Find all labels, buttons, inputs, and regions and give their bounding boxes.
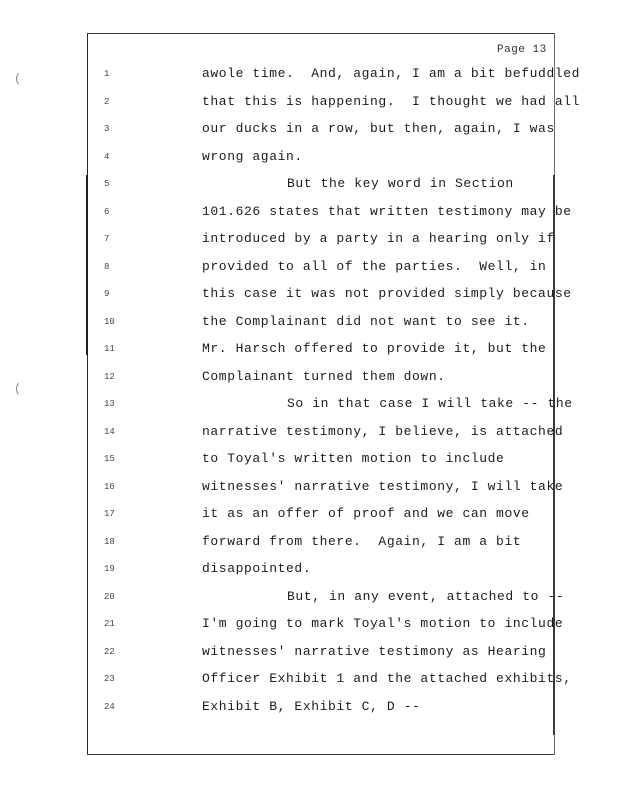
transcript-line-text: this case it was not provided simply because — [202, 286, 572, 301]
transcript-line-text: Mr. Harsch offered to provide it, but the — [202, 341, 547, 356]
transcript-line-text: witnesses' narrative testimony as Hearing — [202, 643, 547, 659]
transcript-line-text: that this is happening. I thought we had all — [202, 93, 581, 109]
line-number: 10 — [104, 316, 115, 327]
transcript-line-text: forward from there. Again, I am a bit — [202, 533, 522, 549]
transcript-line-text: our ducks in a row, but then, again, I was — [202, 121, 555, 136]
line-number: 14 — [104, 426, 115, 437]
transcript-line-text: disappointed. — [202, 561, 312, 576]
transcript-line-text: Complainant turned them down. — [202, 368, 446, 384]
transcript-line-text: awole time. And, again, I am a bit befuddled — [202, 66, 581, 81]
line-number: 23 — [104, 674, 115, 684]
line-number: 24 — [104, 701, 115, 712]
line-number: 12 — [104, 371, 115, 382]
transcript-line-text: provided to all of the parties. Well, in — [202, 258, 547, 274]
line-number: 20 — [104, 591, 115, 602]
line-number: 4 — [104, 151, 110, 162]
right-margin-rule — [553, 175, 555, 735]
transcript-line-text: introduced by a party in a hearing only if — [202, 231, 555, 246]
line-number: 1 — [104, 69, 110, 79]
line-number: 21 — [104, 619, 115, 629]
line-number: 15 — [104, 454, 115, 464]
transcript-line-text: But, in any event, attached to -- — [287, 588, 565, 604]
transcript-line-text: Exhibit B, Exhibit C, D -- — [202, 698, 421, 714]
left-margin-rule — [86, 175, 88, 355]
page-number-label: Page 13 — [497, 44, 547, 56]
line-number: 7 — [104, 234, 110, 244]
transcript-line-text: it as an offer of proof and we can move — [202, 506, 530, 521]
line-number: 17 — [104, 509, 115, 519]
transcript-line-text: wrong again. — [202, 148, 303, 164]
transcript-line-text: witnesses' narrative testimony, I will take — [202, 478, 564, 494]
transcript-line-text: narrative testimony, I believe, is attached — [202, 423, 564, 439]
line-number: 9 — [104, 289, 110, 299]
transcript-line-text: But the key word in Section — [287, 176, 514, 191]
line-number: 13 — [104, 399, 115, 409]
transcript-line-text: I'm going to mark Toyal's motion to include — [202, 616, 564, 631]
line-number: 11 — [104, 344, 115, 354]
line-number: 2 — [104, 96, 110, 107]
punch-hole-mark-top: ( — [14, 72, 22, 86]
line-number: 18 — [104, 536, 115, 547]
line-number: 6 — [104, 206, 110, 217]
transcript-line-text: to Toyal's written motion to include — [202, 451, 505, 466]
line-number: 8 — [104, 261, 110, 272]
transcript-line-text: Officer Exhibit 1 and the attached exhibits, — [202, 671, 572, 686]
punch-hole-mark-middle: ( — [14, 382, 22, 396]
line-number: 19 — [104, 564, 115, 574]
transcript-line-text: So in that case I will take -- the — [287, 396, 573, 411]
line-number: 22 — [104, 646, 115, 657]
transcript-line-text: 101.626 states that written testimony may be — [202, 203, 572, 219]
line-number: 3 — [104, 124, 110, 134]
transcript-line-text: the Complainant did not want to see it. — [202, 313, 530, 329]
line-number: 16 — [104, 481, 115, 492]
line-number: 5 — [104, 179, 110, 189]
